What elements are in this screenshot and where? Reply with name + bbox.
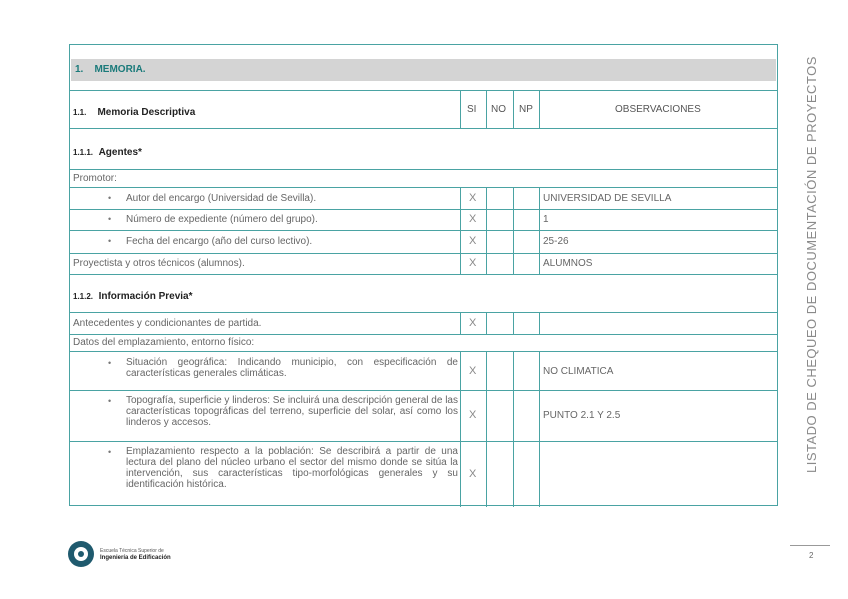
page-number-rule: [790, 545, 830, 546]
page-number: 2: [809, 551, 814, 560]
promotor-label: Promotor:: [73, 173, 117, 184]
row-divider: [70, 312, 777, 313]
row-divider: [70, 128, 777, 129]
topografia-si-check[interactable]: X: [469, 409, 477, 421]
situacion-label: Situación geográfica: Indicando municipio, con especificación de características generales climáticas.: [126, 357, 458, 379]
expediente-si-check[interactable]: X: [469, 213, 477, 225]
col-no: NO: [491, 104, 506, 115]
row-divider: [70, 351, 777, 352]
antecedentes-label: Antecedentes y condicionantes de partida.: [73, 318, 262, 329]
bullet: •: [108, 396, 112, 406]
fecha-si-check[interactable]: X: [469, 235, 477, 247]
row-divider: [70, 441, 777, 442]
situacion-si-check[interactable]: X: [469, 365, 477, 377]
subsection-heading: 1.1. Memoria Descriptiva: [73, 107, 196, 118]
bullet: •: [108, 358, 112, 368]
col-np: NP: [519, 104, 533, 115]
bullet: •: [108, 447, 112, 457]
emplazamiento-label: Emplazamiento respecto a la población: Se describirá a partir de una lectura del plano del núcleo urbano el sector del mismo donde se sitúa la intervención, sus características tipo-morfológicas generales y su identificación histórica.: [126, 446, 458, 490]
topografia-label: Topografía, superficie y linderos: Se incluirá una descripción general de las características topográficas del terreno, superficie del solar, así como los linderos y accesos.: [126, 395, 458, 428]
autor-obs[interactable]: UNIVERSIDAD DE SEVILLA: [543, 193, 672, 204]
expediente-label: Número de expediente (número del grupo).: [126, 214, 318, 225]
fecha-label: Fecha del encargo (año del curso lectivo).: [126, 236, 313, 247]
row-divider: [70, 253, 777, 254]
situacion-obs[interactable]: NO CLIMATICA: [543, 366, 614, 377]
agentes-heading: 1.1.1. Agentes*: [73, 147, 142, 158]
document-side-title: LISTADO DE CHEQUEO DE DOCUMENTACIÓN DE PROYECTOS: [804, 56, 819, 473]
bullet: •: [108, 193, 112, 203]
row-divider: [70, 390, 777, 391]
bullet: •: [108, 236, 112, 246]
fecha-obs[interactable]: 25-26: [543, 236, 569, 247]
proyectista-label: Proyectista y otros técnicos (alumnos).: [73, 258, 245, 269]
section-band: [71, 59, 776, 81]
logo-text-line2: Ingeniería de Edificación: [100, 555, 171, 561]
row-divider: [70, 230, 777, 231]
expediente-obs[interactable]: 1: [543, 214, 549, 225]
section-heading: 1. MEMORIA.: [75, 64, 146, 75]
col-observaciones: OBSERVACIONES: [615, 104, 701, 115]
info-previa-heading: 1.1.2. Información Previa*: [73, 291, 193, 302]
row-divider: [70, 90, 777, 91]
autor-si-check[interactable]: X: [469, 192, 477, 204]
row-divider: [70, 209, 777, 210]
topografia-obs[interactable]: PUNTO 2.1 Y 2.5: [543, 410, 621, 421]
proyectista-obs[interactable]: ALUMNOS: [543, 258, 593, 269]
row-divider: [70, 169, 777, 170]
logo-text-line1: Escuela Técnica Superior de: [100, 548, 164, 554]
proyectista-si-check[interactable]: X: [469, 257, 477, 269]
row-divider: [70, 334, 777, 335]
datos-label: Datos del emplazamiento, entorno físico:: [73, 337, 255, 348]
row-divider: [70, 274, 777, 275]
col-si: SI: [467, 104, 477, 115]
autor-label: Autor del encargo (Universidad de Sevilla).: [126, 193, 317, 204]
bullet: •: [108, 214, 112, 224]
antecedentes-si-check[interactable]: X: [469, 317, 477, 329]
checklist-table: [69, 44, 778, 506]
school-logo-icon-dot: [78, 551, 84, 557]
emplazamiento-si-check[interactable]: X: [469, 468, 477, 480]
row-divider: [70, 187, 777, 188]
